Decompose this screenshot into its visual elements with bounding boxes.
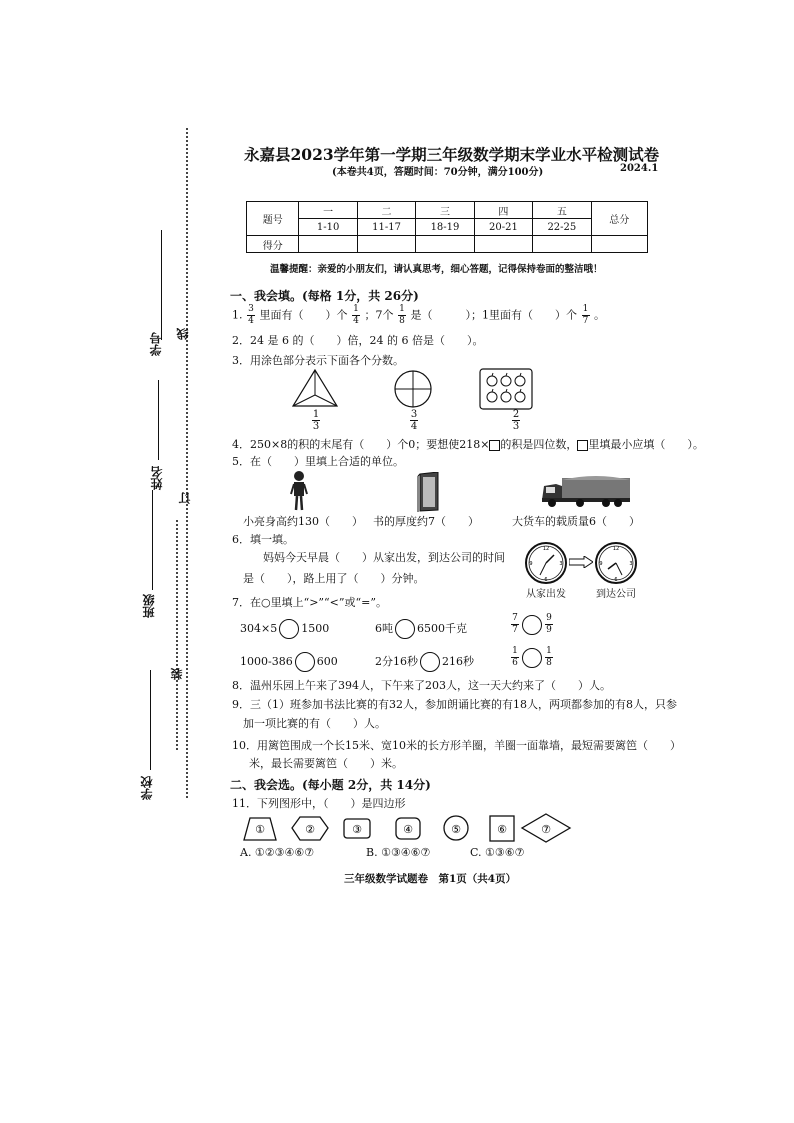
- blank-box: [577, 440, 588, 451]
- question-1: [232, 305, 605, 326]
- margin-label-xian: 线: [176, 328, 190, 340]
- svg-text:3: 3: [629, 561, 633, 567]
- q3-fraction-3: 2 3: [512, 409, 520, 432]
- svg-text:9: 9: [529, 561, 533, 567]
- q5-item-truck: 大货车的载质量6（ ）: [512, 515, 640, 528]
- svg-text:9: 9: [599, 561, 603, 567]
- q1-text: 里面有（ ）个: [259, 308, 348, 322]
- q6-line-2: 是（ ），路上用了（ ）分钟。: [243, 572, 425, 585]
- page-footer: 三年级数学试题卷 第1页（共4页）: [344, 873, 517, 885]
- q4-text: 的积是四位数，: [500, 438, 578, 451]
- clock-arrive-label: 到达公司: [596, 589, 636, 600]
- question-6: 6．填一填。: [232, 533, 294, 546]
- q7-item-3: 1000-386 600: [240, 652, 338, 672]
- question-11: 11．下列图形中，（ ）是四边形: [232, 797, 406, 810]
- q5-item-book: 书的厚度约7（ ）: [373, 515, 479, 528]
- fraction: $\frac{3}{4}$: [248, 304, 254, 326]
- svg-text:6: 6: [614, 577, 618, 583]
- svg-text:3: 3: [559, 561, 563, 567]
- compare-circle[interactable]: [395, 619, 415, 639]
- margin-label-class: 班级: [142, 594, 156, 618]
- compare-circle[interactable]: [279, 619, 299, 639]
- score-cell[interactable]: [533, 236, 591, 253]
- question-8: 8．温州乐园上午来了394人，下午来了203人，这一天大约来了（ ）人。: [232, 679, 611, 692]
- truck-figure: [540, 474, 632, 508]
- option-c[interactable]: C. ①③⑥⑦: [470, 846, 525, 859]
- compare-circle[interactable]: [522, 648, 542, 668]
- shape-label-4: ④: [403, 823, 413, 836]
- name-underline: [158, 380, 159, 460]
- section-range: 20-21: [474, 219, 532, 236]
- section-range: 1-10: [299, 219, 357, 236]
- margin-label-number: 学号: [149, 332, 163, 356]
- question-7: 7．在○里填上“>”“<”或“=”。: [232, 596, 387, 609]
- score-cell[interactable]: [357, 236, 415, 253]
- score-table: [246, 201, 648, 253]
- question-9-line-1: 9．三（1）班参加书法比赛的有32人，参加朗诵比赛的有18人，两项都参加的有8人，只参: [232, 698, 677, 711]
- margin-label-zhuang: 装: [170, 668, 184, 680]
- triangle-figure: [290, 368, 340, 410]
- shape-label-1: ①: [255, 823, 265, 836]
- number-underline: [161, 230, 162, 340]
- score-row-label: 得分: [247, 236, 299, 253]
- school-underline: [150, 670, 151, 770]
- compare-circle[interactable]: [522, 615, 542, 635]
- section-range: 18-19: [416, 219, 474, 236]
- clock-depart-label: 从家出发: [526, 589, 566, 600]
- tip-text: 温馨提醒：亲爱的小朋友们，请认真思考，细心答题，记得保持卷面的整洁哦！: [270, 264, 603, 275]
- clock-depart: [524, 541, 568, 585]
- shapes-row: [240, 812, 580, 846]
- question-2: 2．24 是 6 的（ ）倍，24 的 6 倍是（ ）。: [232, 334, 484, 347]
- total-label: 总分: [591, 202, 647, 236]
- section-name: 五: [533, 202, 591, 219]
- section-range: 22-25: [533, 219, 591, 236]
- margin-label-name: 姓名: [150, 466, 164, 490]
- q3-fraction-1: 1 3: [312, 409, 320, 432]
- q1-text: ；7个: [364, 308, 394, 322]
- blank-box: [489, 440, 500, 451]
- fraction: $\frac{1}{4}$: [353, 304, 359, 326]
- question-3: 3．用涂色部分表示下面各个分数。: [232, 354, 404, 367]
- q4-text: 4．250×8的积的末尾有（ ）个0；要想使218×: [232, 438, 490, 451]
- score-cell[interactable]: [299, 236, 357, 253]
- apples-figure: [479, 368, 533, 410]
- q1-text: 。: [594, 308, 605, 322]
- q1-num: 1.: [232, 308, 243, 322]
- question-5: 5．在（ ）里填上合适的单位。: [232, 455, 404, 468]
- section-name: 二: [357, 202, 415, 219]
- shape-label-5: ⑤: [451, 823, 461, 836]
- fraction: $\frac{1}{7}$: [582, 304, 589, 326]
- q5-item-height: 小亮身高约130（ ）: [243, 515, 363, 528]
- binding-dotted-line-2: [176, 520, 178, 750]
- svg-text:12: 12: [612, 546, 620, 552]
- compare-circle[interactable]: [295, 652, 315, 672]
- total-score-cell[interactable]: [591, 236, 647, 253]
- compare-circle[interactable]: [420, 652, 440, 672]
- margin-label-school: 学校: [140, 776, 154, 800]
- section-name: 一: [299, 202, 357, 219]
- question-9-line-2: 加一项比赛的有（ ）人。: [243, 717, 386, 730]
- shape-label-6: ⑥: [497, 823, 507, 836]
- circle-figure: [392, 368, 434, 410]
- fraction: $\frac{1}{8}$: [399, 304, 405, 326]
- option-a[interactable]: A. ①②③④⑥⑦: [240, 846, 315, 859]
- q7-item-2: 6吨 6500千克: [375, 619, 467, 639]
- section-name: 四: [474, 202, 532, 219]
- score-table-header-label: 题号: [247, 202, 299, 236]
- section-range: 11-17: [357, 219, 415, 236]
- exam-date: 2024.1: [620, 163, 659, 174]
- boy-figure: [289, 470, 309, 512]
- score-cell[interactable]: [474, 236, 532, 253]
- q7-item-frac-2: $\frac{1}{6}$ $\frac{1}{8}$: [512, 646, 552, 668]
- svg-text:12: 12: [542, 546, 550, 552]
- q7-item-frac-1: $\frac{7}{7}$ $\frac{9}{9}$: [512, 613, 552, 635]
- shape-label-7: ⑦: [541, 823, 551, 836]
- q7-item-4: 2分16秒 216秒: [375, 652, 474, 672]
- book-figure: [416, 472, 440, 512]
- q3-fraction-2: 3 4: [410, 409, 418, 432]
- exam-title: 永嘉县2023学年第一学期三年级数学期末学业水平检测试卷: [244, 145, 660, 164]
- part2-heading: 二、我会选。(每小题 2分，共 14分): [230, 778, 431, 792]
- binding-dotted-line: [186, 128, 188, 798]
- q4-text: 里填最小应填（ ）。: [588, 438, 704, 451]
- exam-subtitle: (本卷共4页，答题时间：70分钟，满分100分): [332, 167, 544, 178]
- section-name: 三: [416, 202, 474, 219]
- margin-label-ding: 订: [178, 492, 192, 504]
- svg-text:6: 6: [544, 577, 548, 583]
- class-underline: [152, 490, 153, 590]
- question-4: [232, 438, 704, 452]
- part1-heading: 一、我会填。(每格 1分，共 26分): [230, 289, 419, 303]
- arrow-icon: [569, 556, 593, 568]
- score-cell[interactable]: [416, 236, 474, 253]
- q6-line-1: 妈妈今天早晨（ ）从家出发，到达公司的时间: [263, 551, 505, 564]
- option-b[interactable]: B. ①③④⑥⑦: [366, 846, 431, 859]
- question-10-line-1: 10．用篱笆围成一个长15米、宽10米的长方形羊圈，羊圈一面靠墙，最短需要篱笆（ ）: [232, 739, 681, 752]
- q7-item-1: 304×5 1500: [240, 619, 329, 639]
- question-10-line-2: 米，最长需要篱笆（ ）米。: [249, 757, 403, 770]
- clock-arrive: [594, 541, 638, 585]
- q1-text: 是（ ）；1里面有（ ）个: [410, 308, 577, 322]
- shape-label-2: ②: [305, 823, 315, 836]
- shape-label-3: ③: [352, 823, 362, 836]
